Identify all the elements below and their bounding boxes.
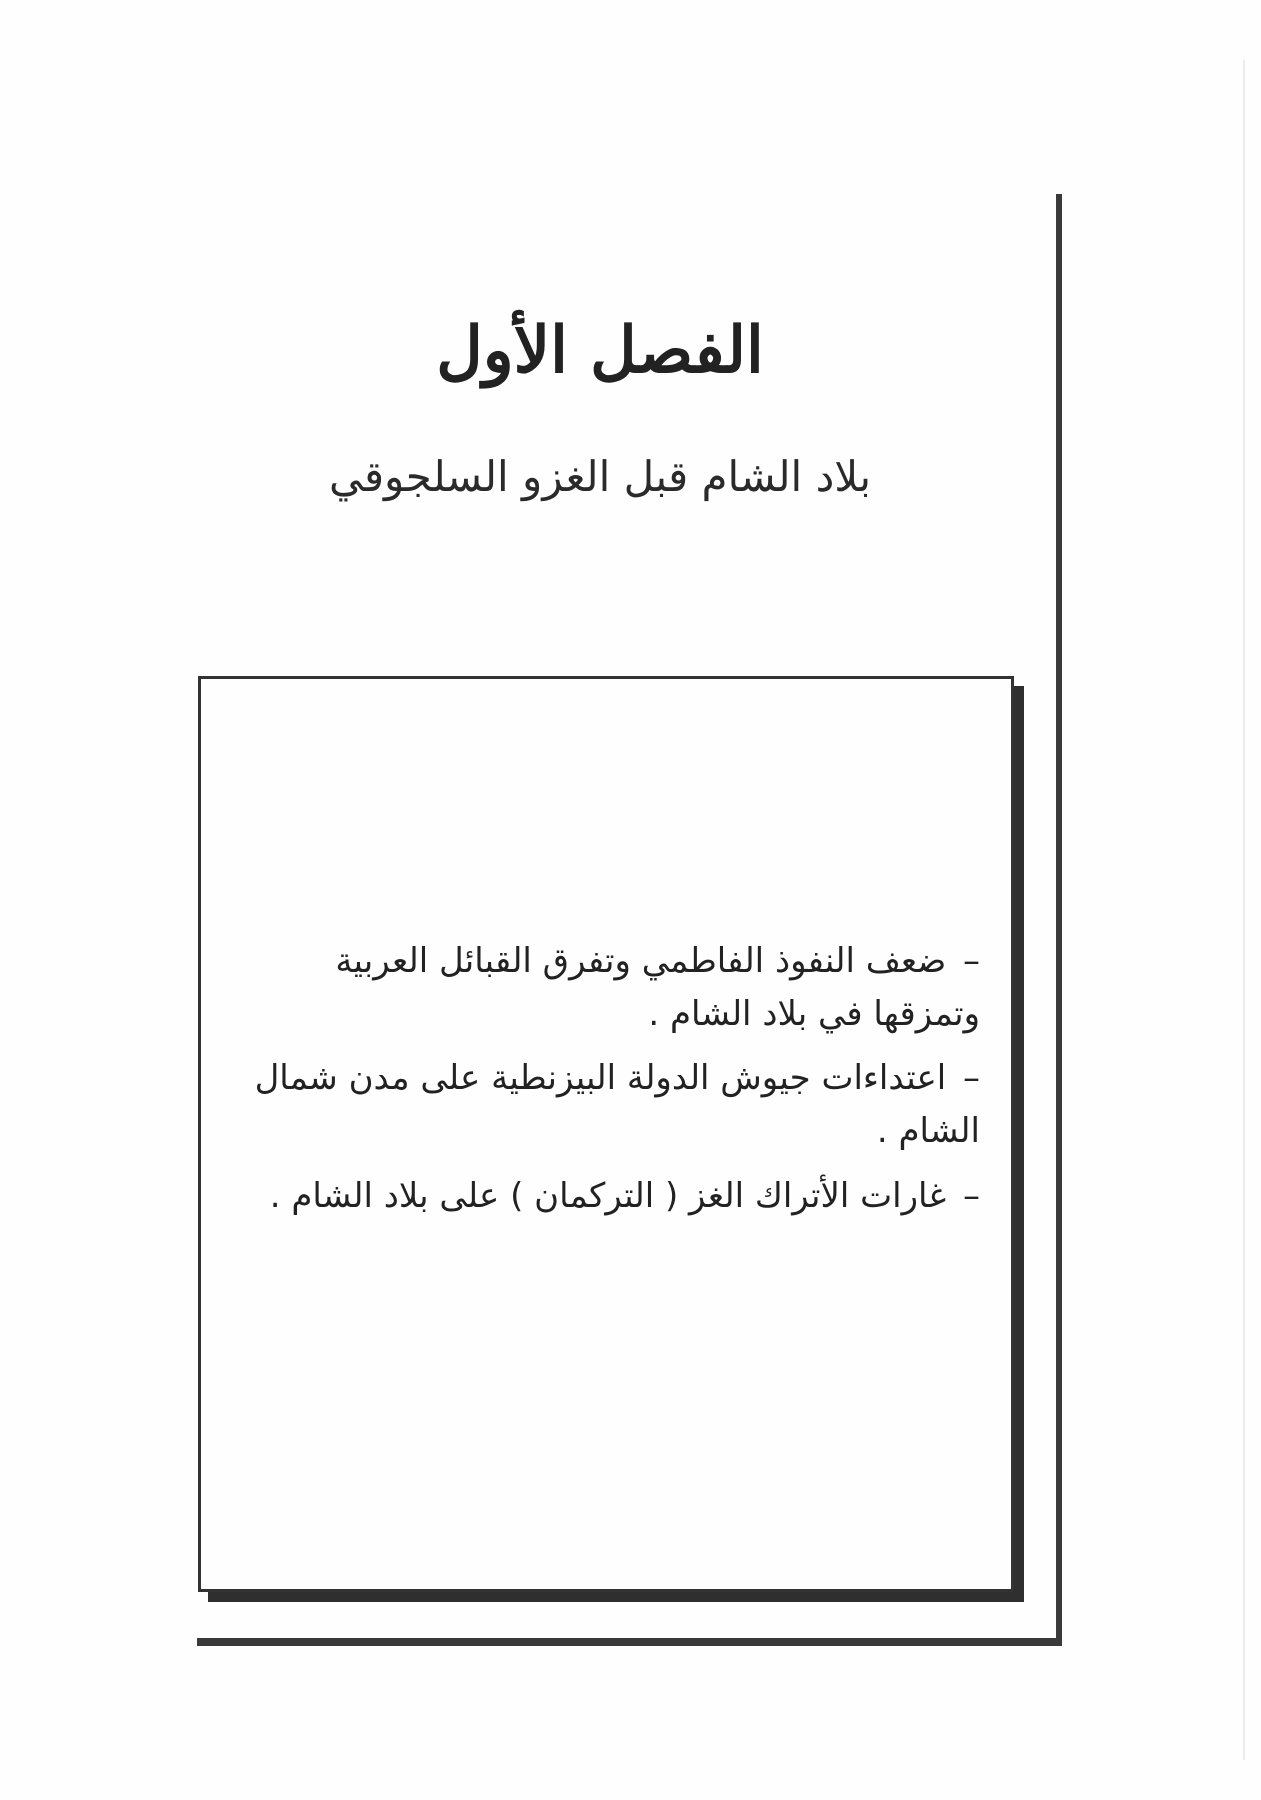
scan-edge-line bbox=[1243, 60, 1245, 1760]
summary-item bbox=[250, 1170, 980, 1223]
bullet-dash: – bbox=[963, 1058, 980, 1099]
chapter-summary-list bbox=[250, 935, 980, 1234]
summary-item bbox=[250, 1052, 980, 1157]
summary-item-text: غارات الأتراك الغز ( التركمان ) على بلاد الشام . bbox=[269, 1175, 947, 1216]
bullet-dash: – bbox=[963, 1175, 980, 1216]
bullet-dash: – bbox=[963, 941, 980, 981]
chapter-title: الفصل الأول bbox=[436, 312, 764, 388]
summary-item-text: ضعف النفوذ الفاطمي وتفرق القبائل العربية وتمزقها في بلاد الشام . bbox=[335, 941, 980, 1034]
summary-item bbox=[250, 935, 980, 1040]
frame-right-rule bbox=[1056, 194, 1062, 1645]
chapter-subtitle: بلاد الشام قبل الغزو السلجوقي bbox=[328, 452, 872, 501]
summary-item-text: اعتداءات جيوش الدولة البيزنطية على مدن شمال الشام . bbox=[254, 1058, 980, 1152]
frame-bottom-rule bbox=[197, 1638, 1062, 1646]
